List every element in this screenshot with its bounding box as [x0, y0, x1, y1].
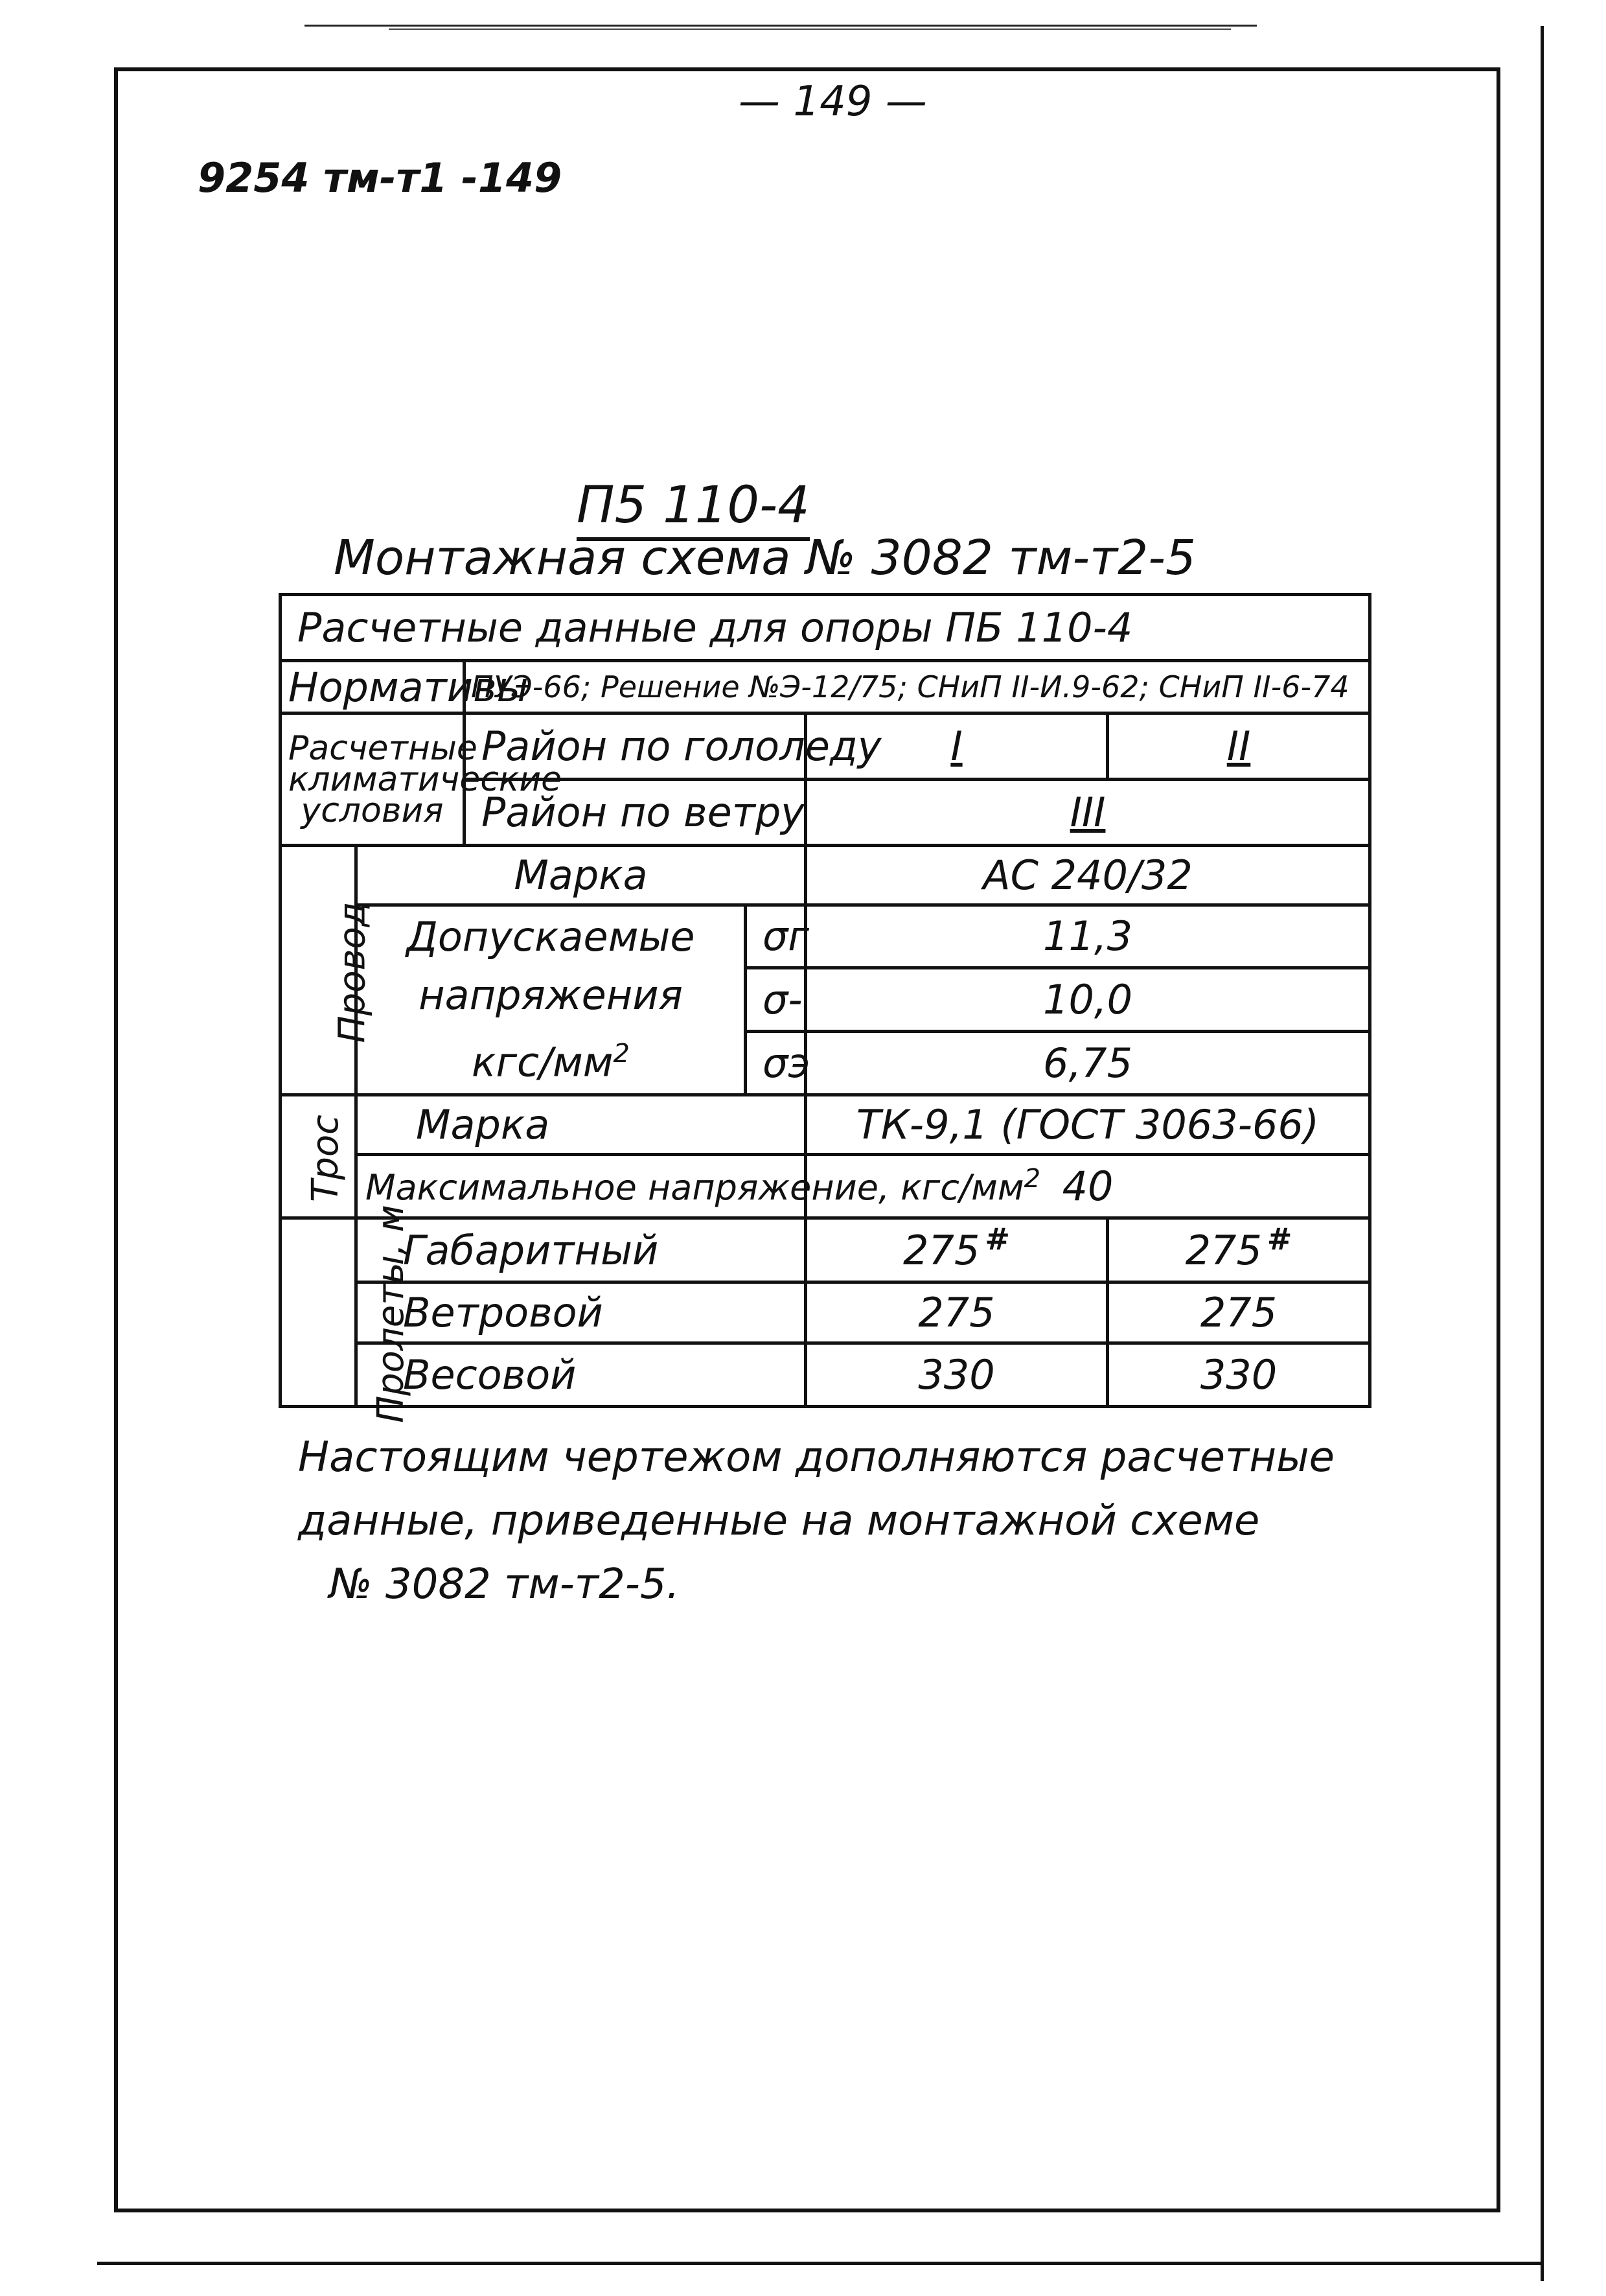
stress-value: 11,3 — [806, 905, 1370, 968]
max-stress-value: 40 — [806, 1154, 1370, 1218]
cable-max-stress-row — [281, 1154, 1370, 1218]
footnote-line-2: данные, приведенные на монтажной схеме — [298, 1497, 1260, 1545]
span-label: Габаритный — [356, 1218, 806, 1282]
cable-brand-value: ТК-9,1 (ГОСТ 3063-66) — [806, 1095, 1370, 1155]
stress-symbol: σ- — [746, 968, 806, 1032]
stress-value: 6,75 — [806, 1032, 1370, 1095]
allowable-stress-label — [356, 905, 746, 1095]
table-title-row — [281, 595, 1370, 661]
allowable-stress-unit: кгс/мм — [472, 1038, 614, 1086]
cable-brand-label: Марка — [356, 1095, 806, 1155]
support-code: П5 110-4 — [577, 476, 810, 541]
span-value-1 — [806, 1218, 1108, 1282]
bottom-rule — [97, 2262, 1542, 2265]
norms-label: Нормативы — [281, 660, 465, 713]
ice-region-row — [281, 713, 1370, 780]
span-row — [281, 1343, 1370, 1407]
max-stress-label — [356, 1154, 1041, 1218]
span-value-1: 330 — [806, 1343, 1108, 1407]
footnote-line-3: № 3082 тм-т2-5. — [329, 1560, 680, 1608]
span-value-2-text: 275 — [1185, 1226, 1262, 1274]
spans-group-text: Пролеты, м — [369, 1205, 412, 1424]
document-code: 9254 тм-т1 -149 — [198, 154, 562, 202]
span-value-1: 275 — [806, 1282, 1108, 1343]
table-title: Расчетные данные для опоры ПБ 110-4 — [281, 595, 1370, 661]
allowable-stress-line2: напряжения — [419, 971, 683, 1019]
climate-conditions-label: Расчетные климатические условия — [281, 713, 465, 846]
top-rule-secondary — [389, 29, 1231, 30]
cable-group-label — [281, 1095, 356, 1218]
footnote-line-1: Настоящим чертежом дополняются расчетные — [298, 1433, 1335, 1481]
span-value-2 — [1108, 1218, 1370, 1282]
span-value-2: 275 — [1108, 1282, 1370, 1343]
wire-brand-row — [281, 845, 1370, 905]
ice-region-value-1: I — [806, 713, 1108, 780]
stress-symbol: σэ — [746, 1032, 806, 1095]
wind-region-value: III — [806, 780, 1370, 846]
wire-group-text: Провод — [331, 901, 374, 1043]
span-row — [281, 1282, 1370, 1343]
cable-brand-row — [281, 1095, 1370, 1155]
wind-region-label: Район по ветру — [465, 780, 806, 846]
span-row — [281, 1218, 1370, 1282]
stress-value: 10,0 — [806, 968, 1370, 1032]
ice-region-value-2: II — [1108, 713, 1370, 780]
ice-region-label: Район по гололеду — [465, 713, 806, 780]
wire-brand-label: Марка — [356, 845, 806, 905]
span-value-1-text: 275 — [903, 1226, 980, 1274]
wire-brand-value: АС 240/32 — [806, 845, 1370, 905]
allowable-stress-unit-sup: 2 — [613, 1039, 630, 1069]
span-mark-1: # — [985, 1221, 1010, 1257]
norms-row — [281, 660, 1370, 713]
stress-symbol: σг — [746, 905, 806, 968]
scheme-title: Монтажная схема № 3082 тм-т2-5 — [334, 530, 1197, 586]
max-stress-label-text: Максимальное напряжение, кгс/мм — [365, 1167, 1024, 1209]
cable-group-text: Трос — [304, 1115, 347, 1202]
allowable-stress-line1: Допускаемые — [406, 913, 695, 961]
spans-group-label — [281, 1205, 412, 1424]
span-label: Ветровой — [356, 1282, 806, 1343]
span-mark-2: # — [1267, 1221, 1292, 1257]
wire-stress-row-1 — [281, 905, 1370, 968]
page-number: — 149 — — [739, 78, 927, 126]
right-edge-line — [1541, 26, 1544, 2281]
allowable-stress-line3 — [364, 1025, 737, 1092]
footnote — [298, 1426, 1399, 1616]
wire-group-label — [281, 845, 374, 1095]
norms-value: ПУЭ-66; Решение №Э-12/75; СНиП II-И.9-62; СНиП II-6-74 — [465, 660, 1370, 713]
design-data-table — [279, 593, 1371, 1424]
span-label: Весовой — [356, 1343, 806, 1407]
span-value-2: 330 — [1108, 1343, 1370, 1407]
top-rule — [304, 25, 1257, 27]
max-stress-label-sup: 2 — [1024, 1164, 1041, 1194]
